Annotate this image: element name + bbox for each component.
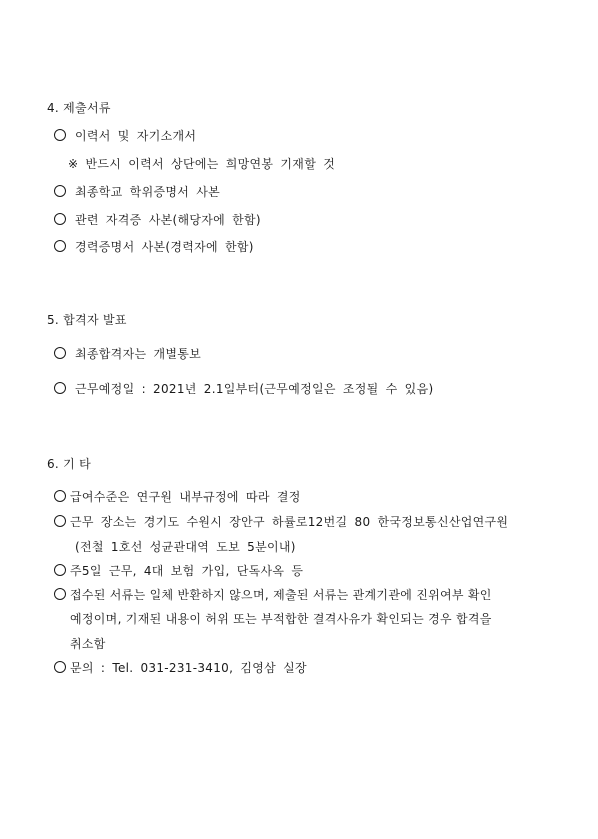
- list-item-continuation: [75, 539, 296, 555]
- list-item-text: (전철 1호선 성균관대역 도보 5분이내): [75, 540, 296, 554]
- circle-bullet-icon: [54, 564, 66, 576]
- list-item: [54, 128, 196, 144]
- circle-bullet-icon: [54, 347, 66, 359]
- list-item-text: 이력서 및 자기소개서: [75, 129, 197, 143]
- circle-bullet-icon: [54, 129, 66, 141]
- list-item-text: 접수된 서류는 일체 반환하지 않으며, 제출된 서류는 관계기관에 진위여부 확인: [70, 588, 492, 602]
- list-item: [54, 239, 254, 255]
- list-item-text: 최종합격자는 개별통보: [75, 347, 202, 361]
- list-item-text: 근무 장소는 경기도 수원시 장안구 하률로12번길 80 한국정보통신산업연구원: [70, 515, 509, 529]
- list-item-text: 주5일 근무, 4대 보험 가입, 단독사옥 등: [70, 564, 304, 578]
- section-6-heading: 6. 기 타: [47, 457, 92, 471]
- list-item: [54, 563, 303, 579]
- list-item: [54, 381, 433, 397]
- list-item-text: 취소함: [70, 637, 106, 651]
- list-item-text: 예정이며, 기재된 내용이 허위 또는 부적합한 결격사유가 확인되는 경우 합격을: [70, 612, 492, 626]
- list-item-text: 최종학교 학위증명서 사본: [75, 185, 221, 199]
- list-item-continuation: [70, 636, 106, 652]
- list-item-text: 관련 자격증 사본(해당자에 한함): [75, 213, 261, 227]
- circle-bullet-icon: [54, 515, 66, 527]
- list-item: [54, 346, 201, 362]
- circle-bullet-icon: [54, 185, 66, 197]
- circle-bullet-icon: [54, 382, 66, 394]
- circle-bullet-icon: [54, 240, 66, 252]
- list-item-text: 문의 : Tel. 031-231-3410, 김영삼 실장: [70, 661, 307, 675]
- list-item: [54, 514, 508, 530]
- circle-bullet-icon: [54, 213, 66, 225]
- list-item: [54, 660, 307, 676]
- list-item-text: 근무예정일 : 2021년 2.1일부터(근무예정일은 조정될 수 있음): [75, 382, 434, 396]
- section-4-heading: 4. 제출서류: [47, 101, 111, 115]
- list-item-text: 경력증명서 사본(경력자에 한함): [75, 240, 254, 254]
- note-item: [68, 156, 335, 172]
- note-text: ※ 반드시 이력서 상단에는 희망연봉 기재할 것: [68, 157, 336, 171]
- list-item-text: 급여수준은 연구원 내부규정에 따라 결정: [70, 490, 301, 504]
- circle-bullet-icon: [54, 661, 66, 673]
- circle-bullet-icon: [54, 490, 66, 502]
- section-5-heading: 5. 합격자 발표: [47, 313, 127, 327]
- list-item-continuation: [70, 611, 492, 627]
- list-item: [54, 489, 301, 505]
- list-item: [54, 184, 220, 200]
- list-item: [54, 587, 492, 603]
- circle-bullet-icon: [54, 588, 66, 600]
- list-item: [54, 212, 261, 228]
